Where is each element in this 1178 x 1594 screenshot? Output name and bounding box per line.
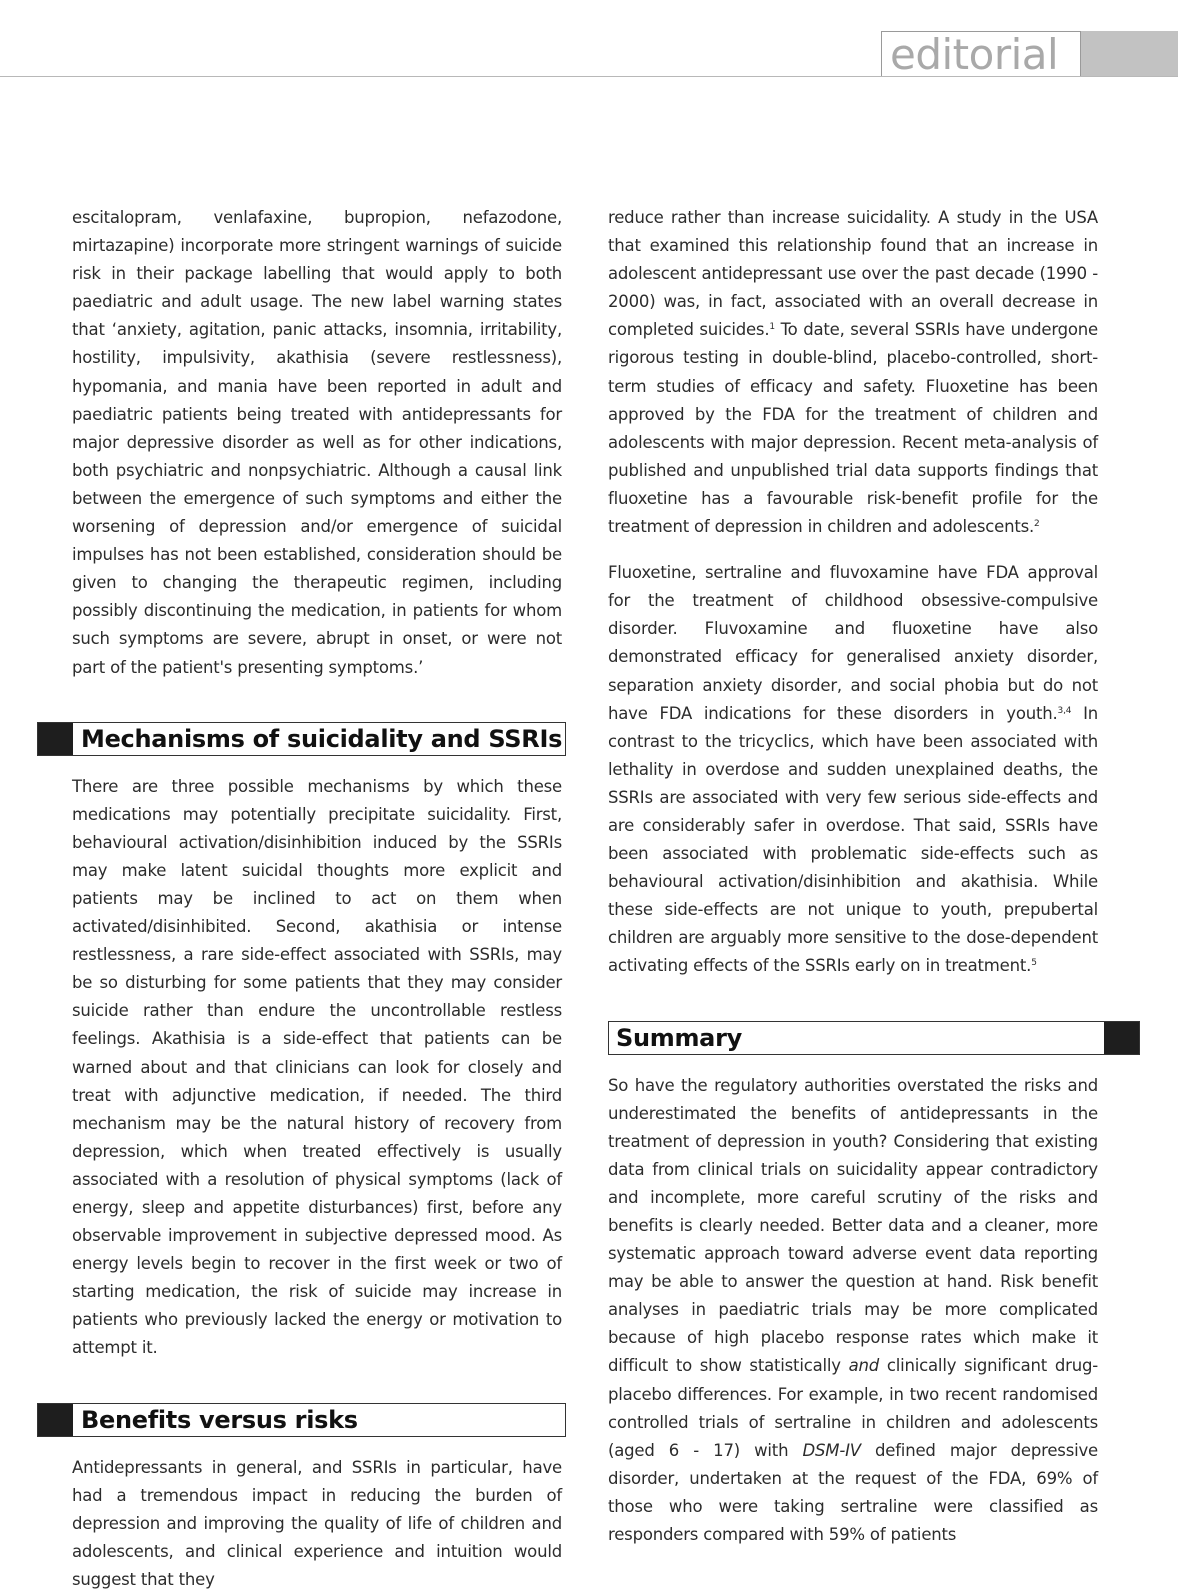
heading-text: Benefits versus risks	[81, 1405, 358, 1434]
paragraph: Fluoxetine, sertraline and fluvoxamine have FDA approval for the treatment of childhood obsessive-compulsive disorder. Fluvoxamine and fluoxetine have also demonstrated efficacy for generalised anxiety disorder, separation anxiety disorder, and social phobia but do not have FDA indications for these disorders in youth.$^{3,4}$ In contrast to the tricyclics, which have been associated with lethality in overdose and sudden unexplained deaths, the SSRIs are associated with very few serious side-effects and are considerably safer in overdose. That said, SSRIs have been associated with problematic side-effects such as behavioural activation/disinhibition and akathisia. While these side-effects are not unique to youth, prepubertal children are arguably more sensitive to the dose-dependent activating effects of the SSRIs early on in treatment.$^5$	[608, 563, 1099, 976]
reference-marker: 1	[769, 322, 775, 333]
reference-marker: 5	[1031, 958, 1037, 969]
section-heading	[37, 1403, 566, 1437]
heading-text: Mechanisms of suicidality and SSRIs	[81, 724, 563, 753]
heading-marker	[38, 1404, 73, 1436]
section-heading	[37, 722, 566, 756]
reference-marker: 3,4	[1057, 705, 1072, 716]
heading-marker	[1104, 1022, 1139, 1054]
paragraph: So have the regulatory authorities overstated the risks and underestimated the benefits of antidepressants in the treatment of depression in youth? Considering that existing data from clinical trials on suicidality appear contradictory and incomplete, more careful scrutiny of the risks and benefits is clearly needed. Better data and a cleaner, more systematic approach toward adverse event data reporting may be able to answer the question at hand. Risk benefit analyses in paediatric trials may be more complicated because of high placebo response rates which make it difficult to show statistically and clinically significant drug-placebo differences. For example, in two recent randomised controlled trials of sertraline in children and adolescents (aged 6 - 17) with DSM-IV defined major depressive disorder, undertaken at the request of the FDA, 69% of those who were taking sertraline were classified as responders compared with 59% of patients	[608, 1075, 1098, 1545]
reference-marker: 2	[1034, 519, 1040, 530]
section-heading	[608, 1021, 1140, 1055]
paragraph: reduce rather than increase suicidality. A study in the USA that examined this relationship found that an increase in adolescent antidepressant use over the past decade (1990 - 2000) was, in fact, associated with an overall decrease in completed suicides.$^1$ To date, several SSRIs have undergone rigorous testing in double-blind, placebo-controlled, short-term studies of efficacy and safety. Fluoxetine has been approved by the FDA for the treatment of children and adolescents with major depression. Recent meta-analysis of published and unpublished trial data supports findings that fluoxetine has a favourable risk-benefit profile for the treatment of depression in children and adolescents.$^2$	[608, 208, 1099, 537]
heading-text: Summary	[616, 1023, 742, 1052]
right-column	[608, 204, 1098, 1549]
paragraph: Antidepressants in general, and SSRIs in particular, have had a tremendous impact in reducing the burden of depression and improving the quality of life of children and adolescents, and clinical experience and intuition would suggest that they	[72, 1457, 562, 1589]
left-column	[72, 204, 562, 1594]
paragraph: There are three possible mechanisms by which these medications may potentially precipitate suicidality. First, behavioural activation/disinhibition induced by the SSRIs may make latent suicidal thoughts more explicit and patients may be inclined to act on them when activated/disinhibited. Second, akathisia or intense restlessness, a rare side-effect associated with SSRIs, may be so disturbing for some patients that they may consider suicide rather than endure the uncontrollable restless feelings. Akathisia is a side-effect that patients can be warned about and that clinicians can look for closely and treat with adjunctive medication, if needed. The third mechanism may be the natural history of recovery from depression, which when treated effectively is usually associated with a resolution of physical symptoms (lack of energy, sleep and appetite disturbances) first, before any observable improvement in subjective depressed mood. As energy levels begin to recover in the first week or two of starting medication, the risk of suicide may increase in patients who previously lacked the energy or motivation to attempt it.	[72, 776, 562, 1358]
section-label: editorial	[881, 31, 1081, 76]
paragraph: escitalopram, venlafaxine, bupropion, nefazodone, mirtazapine) incorporate more stringent warnings of suicide risk in their package labelling that would apply to both paediatric and adult usage. The new label warning states that ‘anxiety, agitation, panic attacks, insomnia, irritability, hostility, impulsivity, akathisia (severe restlessness), hypomania, and mania have been reported in adult and paediatric patients being treated with antidepressants for major depressive disorder as well as for other indications, both psychiatric and nonpsychiatric. Although a causal link between the emergence of such symptoms and either the worsening of depression and/or emergence of suicidal impulses has not been established, consideration should be given to changing the therapeutic regimen, including possibly discontinuing the medication, in patients for whom such symptoms are severe, abrupt in onset, or were not part of the patient's presenting symptoms.’	[72, 208, 562, 677]
heading-marker	[38, 723, 73, 755]
header-accent-bar	[1081, 31, 1178, 76]
